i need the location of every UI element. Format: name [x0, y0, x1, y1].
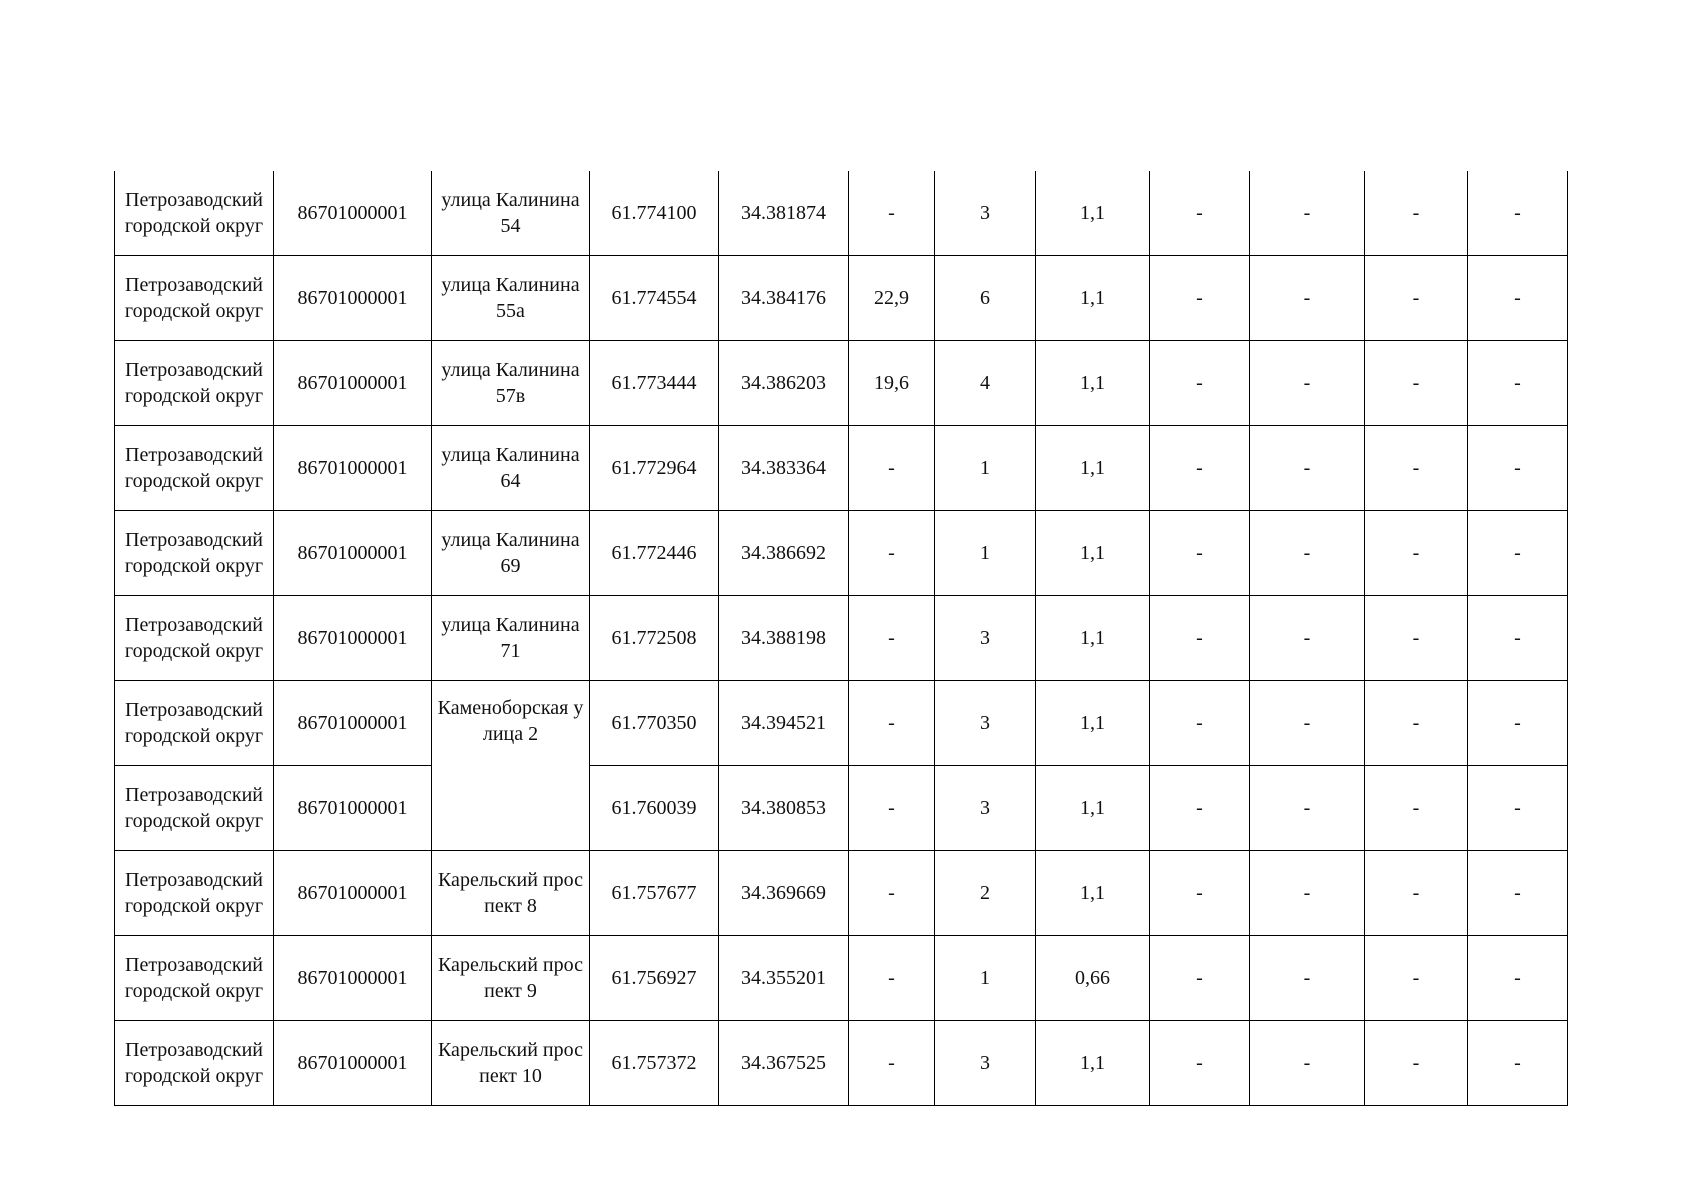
value-cell: - [1468, 1021, 1568, 1106]
value-cell: - [1150, 1021, 1250, 1106]
latitude-cell: 61.770350 [590, 681, 719, 766]
container-count-cell: 1 [935, 936, 1036, 1021]
area-cell: 19,6 [849, 341, 935, 426]
value-cell: - [1468, 936, 1568, 1021]
district-cell: Петрозаводский городской округ [115, 766, 274, 851]
table-row [115, 426, 1568, 511]
table-row [115, 171, 1568, 256]
value-cell: - [1365, 596, 1468, 681]
value-cell: - [1150, 596, 1250, 681]
value-cell: - [1150, 171, 1250, 256]
container-volume-cell: 1,1 [1036, 596, 1150, 681]
table-row [115, 256, 1568, 341]
area-cell: - [849, 171, 935, 256]
longitude-cell: 34.383364 [719, 426, 849, 511]
value-cell: - [1250, 1021, 1365, 1106]
value-cell: - [1250, 171, 1365, 256]
district-cell: Петрозаводский городской округ [115, 171, 274, 256]
district-cell: Петрозаводский городской округ [115, 681, 274, 766]
value-cell: - [1365, 851, 1468, 936]
area-cell: - [849, 511, 935, 596]
table-row [115, 936, 1568, 1021]
value-cell: - [1365, 256, 1468, 341]
value-cell: - [1250, 426, 1365, 511]
container-volume-cell: 1,1 [1036, 171, 1150, 256]
oktmo-code-cell: 86701000001 [274, 936, 432, 1021]
address-cell: улица Калинина 64 [432, 426, 590, 511]
oktmo-code-cell: 86701000001 [274, 596, 432, 681]
value-cell: - [1250, 681, 1365, 766]
value-cell: - [1365, 1021, 1468, 1106]
area-cell: - [849, 681, 935, 766]
value-cell: - [1150, 681, 1250, 766]
value-cell: - [1468, 596, 1568, 681]
latitude-cell: 61.772508 [590, 596, 719, 681]
district-cell: Петрозаводский городской округ [115, 256, 274, 341]
address-cell: улица Калинина 57в [432, 341, 590, 426]
district-cell: Петрозаводский городской округ [115, 426, 274, 511]
area-cell: - [849, 596, 935, 681]
area-cell: - [849, 851, 935, 936]
latitude-cell: 61.756927 [590, 936, 719, 1021]
longitude-cell: 34.380853 [719, 766, 849, 851]
value-cell: - [1150, 256, 1250, 341]
area-cell: - [849, 1021, 935, 1106]
value-cell: - [1468, 681, 1568, 766]
value-cell: - [1150, 426, 1250, 511]
container-volume-cell: 1,1 [1036, 851, 1150, 936]
value-cell: - [1150, 511, 1250, 596]
container-count-cell: 1 [935, 511, 1036, 596]
value-cell: - [1468, 171, 1568, 256]
district-cell: Петрозаводский городской округ [115, 511, 274, 596]
container-sites-table [114, 171, 1568, 1106]
container-count-cell: 2 [935, 851, 1036, 936]
container-volume-cell: 1,1 [1036, 766, 1150, 851]
longitude-cell: 34.386692 [719, 511, 849, 596]
address-cell: Карельский проспект 8 [432, 851, 590, 936]
value-cell: - [1365, 681, 1468, 766]
latitude-cell: 61.774554 [590, 256, 719, 341]
district-cell: Петрозаводский городской округ [115, 936, 274, 1021]
value-cell: - [1250, 851, 1365, 936]
container-volume-cell: 1,1 [1036, 511, 1150, 596]
value-cell: - [1365, 426, 1468, 511]
table-row [115, 341, 1568, 426]
value-cell: - [1468, 341, 1568, 426]
value-cell: - [1365, 766, 1468, 851]
district-cell: Петрозаводский городской округ [115, 851, 274, 936]
longitude-cell: 34.355201 [719, 936, 849, 1021]
value-cell: - [1365, 936, 1468, 1021]
container-volume-cell: 1,1 [1036, 256, 1150, 341]
oktmo-code-cell: 86701000001 [274, 341, 432, 426]
district-cell: Петрозаводский городской округ [115, 1021, 274, 1106]
address-cell: улица Калинина 71 [432, 596, 590, 681]
address-cell: улица Калинина 54 [432, 171, 590, 256]
value-cell: - [1250, 766, 1365, 851]
latitude-cell: 61.757372 [590, 1021, 719, 1106]
longitude-cell: 34.367525 [719, 1021, 849, 1106]
oktmo-code-cell: 86701000001 [274, 256, 432, 341]
oktmo-code-cell: 86701000001 [274, 171, 432, 256]
container-count-cell: 4 [935, 341, 1036, 426]
latitude-cell: 61.772446 [590, 511, 719, 596]
value-cell: - [1250, 936, 1365, 1021]
container-volume-cell: 1,1 [1036, 341, 1150, 426]
value-cell: - [1365, 341, 1468, 426]
container-count-cell: 6 [935, 256, 1036, 341]
address-cell: улица Калинина 69 [432, 511, 590, 596]
address-cell: Карельский проспект 10 [432, 1021, 590, 1106]
value-cell: - [1250, 511, 1365, 596]
value-cell: - [1468, 766, 1568, 851]
value-cell: - [1150, 766, 1250, 851]
container-volume-cell: 1,1 [1036, 1021, 1150, 1106]
area-cell: - [849, 426, 935, 511]
container-volume-cell: 0,66 [1036, 936, 1150, 1021]
oktmo-code-cell: 86701000001 [274, 766, 432, 851]
longitude-cell: 34.394521 [719, 681, 849, 766]
area-cell: 22,9 [849, 256, 935, 341]
table-row [115, 1021, 1568, 1106]
value-cell: - [1468, 256, 1568, 341]
value-cell: - [1365, 511, 1468, 596]
value-cell: - [1250, 596, 1365, 681]
address-cell: Каменоборская улица 2 [432, 681, 590, 851]
latitude-cell: 61.774100 [590, 171, 719, 256]
value-cell: - [1365, 171, 1468, 256]
value-cell: - [1150, 936, 1250, 1021]
oktmo-code-cell: 86701000001 [274, 681, 432, 766]
table-row [115, 851, 1568, 936]
value-cell: - [1468, 851, 1568, 936]
longitude-cell: 34.369669 [719, 851, 849, 936]
oktmo-code-cell: 86701000001 [274, 1021, 432, 1106]
longitude-cell: 34.384176 [719, 256, 849, 341]
oktmo-code-cell: 86701000001 [274, 511, 432, 596]
container-count-cell: 3 [935, 1021, 1036, 1106]
longitude-cell: 34.381874 [719, 171, 849, 256]
oktmo-code-cell: 86701000001 [274, 426, 432, 511]
container-volume-cell: 1,1 [1036, 681, 1150, 766]
longitude-cell: 34.388198 [719, 596, 849, 681]
latitude-cell: 61.757677 [590, 851, 719, 936]
container-count-cell: 1 [935, 426, 1036, 511]
table-row [115, 596, 1568, 681]
table-row [115, 766, 1568, 851]
value-cell: - [1150, 851, 1250, 936]
district-cell: Петрозаводский городской округ [115, 596, 274, 681]
container-count-cell: 3 [935, 171, 1036, 256]
table-row [115, 511, 1568, 596]
latitude-cell: 61.760039 [590, 766, 719, 851]
value-cell: - [1468, 426, 1568, 511]
address-cell: улица Калинина 55а [432, 256, 590, 341]
area-cell: - [849, 766, 935, 851]
district-cell: Петрозаводский городской округ [115, 341, 274, 426]
value-cell: - [1250, 256, 1365, 341]
longitude-cell: 34.386203 [719, 341, 849, 426]
container-volume-cell: 1,1 [1036, 426, 1150, 511]
oktmo-code-cell: 86701000001 [274, 851, 432, 936]
area-cell: - [849, 936, 935, 1021]
value-cell: - [1250, 341, 1365, 426]
address-cell: Карельский проспект 9 [432, 936, 590, 1021]
container-count-cell: 3 [935, 766, 1036, 851]
container-count-cell: 3 [935, 596, 1036, 681]
container-count-cell: 3 [935, 681, 1036, 766]
value-cell: - [1468, 511, 1568, 596]
value-cell: - [1150, 341, 1250, 426]
latitude-cell: 61.773444 [590, 341, 719, 426]
latitude-cell: 61.772964 [590, 426, 719, 511]
table-row [115, 681, 1568, 766]
